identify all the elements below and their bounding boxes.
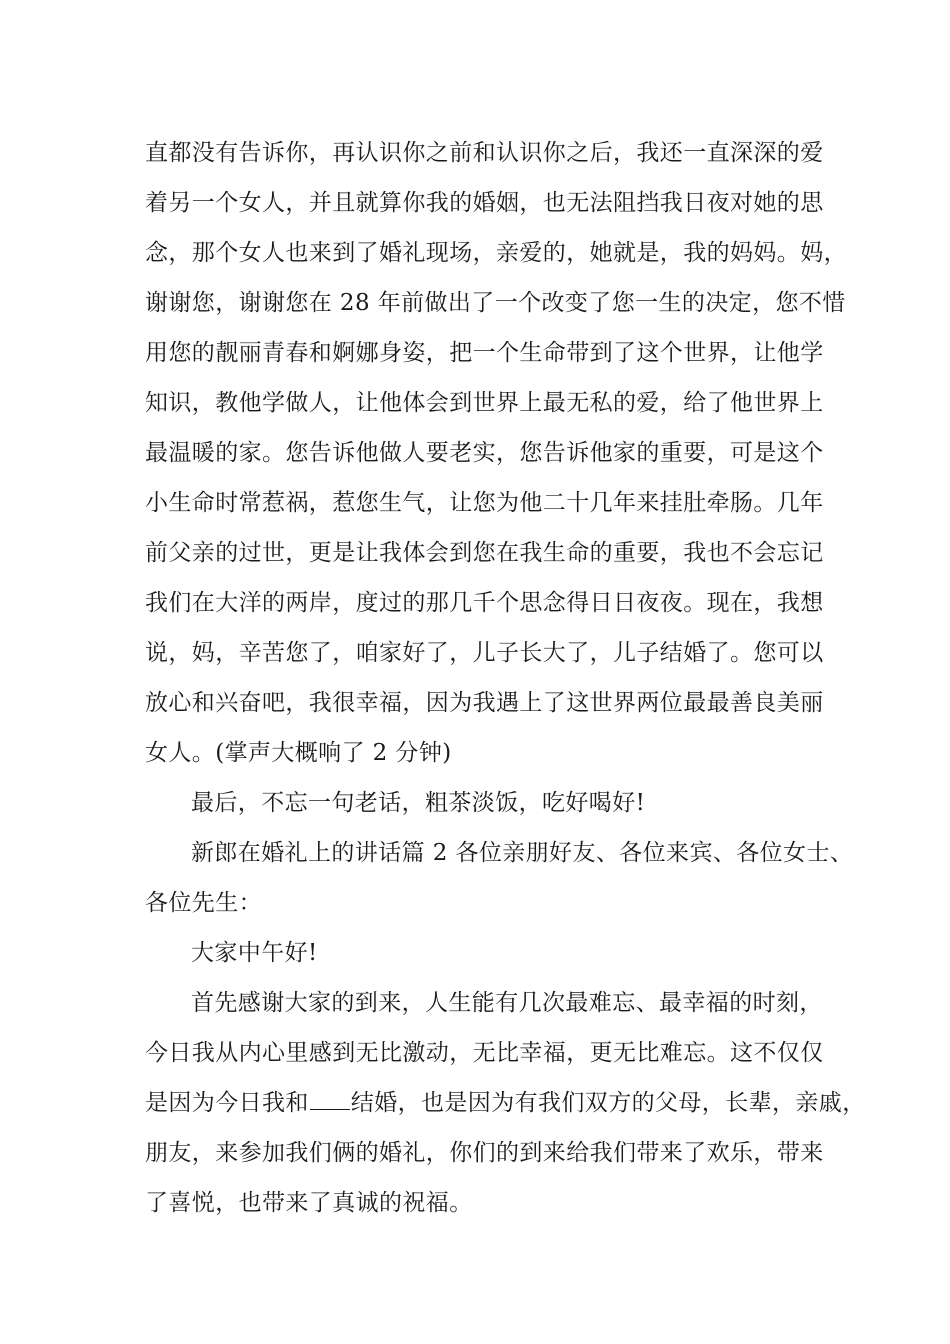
text-line: 各位先生： <box>145 890 262 916</box>
text-line: 放心和兴奋吧，我很幸福，因为我遇上了这世界两位最最善良美丽 <box>145 690 824 716</box>
text-line: 念，那个女人也来到了婚礼现场，亲爱的，她就是，我的妈妈。妈， <box>145 240 847 266</box>
text-line: 谢谢您，谢谢您在 28 年前做出了一个改变了您一生的决定，您不惜 <box>145 290 846 316</box>
speech-2-heading: 新郎在婚礼上的讲话篇 2 各位亲朋好友、各位来宾、各位女士、 <box>191 840 854 866</box>
text-line: 今日我从内心里感到无比激动，无比幸福，更无比难忘。这不仅仅 <box>145 1040 824 1066</box>
text-line: 知识，教他学做人，让他体会到世界上最无私的爱，给了他世界上 <box>145 390 824 416</box>
text-line: 小生命时常惹祸，惹您生气，让您为他二十几年来挂肚牵肠。几年 <box>145 490 824 516</box>
text-line: 我们在大洋的两岸，度过的那几千个思念得日日夜夜。现在，我想 <box>145 590 824 616</box>
text-line: 朋友，来参加我们俩的婚礼，你们的到来给我们带来了欢乐，带来 <box>145 1140 824 1166</box>
text-segment: 是因为今日我和 <box>145 1090 309 1116</box>
text-line: 直都没有告诉你，再认识你之前和认识你之后，我还一直深深的爱 <box>145 140 824 166</box>
document-body <box>145 128 866 1228</box>
text-line: 用您的靓丽青春和婀娜身姿，把一个生命带到了这个世界，让他学 <box>145 340 824 366</box>
paragraph-closing: 最后，不忘一句老话，粗茶淡饭，吃好喝好! <box>191 790 646 816</box>
text-line-with-blank <box>145 1078 866 1128</box>
fill-in-blank <box>310 1087 350 1110</box>
text-line: 最温暖的家。您告诉他做人要老实，您告诉他家的重要，可是这个 <box>145 440 824 466</box>
text-line: 了喜悦，也带来了真诚的祝福。 <box>145 1190 473 1216</box>
text-line: 着另一个女人，并且就算你我的婚姻，也无法阻挡我日夜对她的思 <box>145 190 824 216</box>
greeting-line: 大家中午好! <box>191 940 318 966</box>
text-line: 前父亲的过世，更是让我体会到您在我生命的重要，我也不会忘记 <box>145 540 824 566</box>
text-line: 说，妈，辛苦您了，咱家好了，儿子长大了，儿子结婚了。您可以 <box>145 640 824 666</box>
text-line: 首先感谢大家的到来，人生能有几次最难忘、最幸福的时刻， <box>191 990 823 1016</box>
text-line: 女人。(掌声大概响了 2 分钟) <box>145 740 452 766</box>
text-segment: 结婚，也是因为有我们双方的父母，长辈，亲戚， <box>350 1090 866 1116</box>
